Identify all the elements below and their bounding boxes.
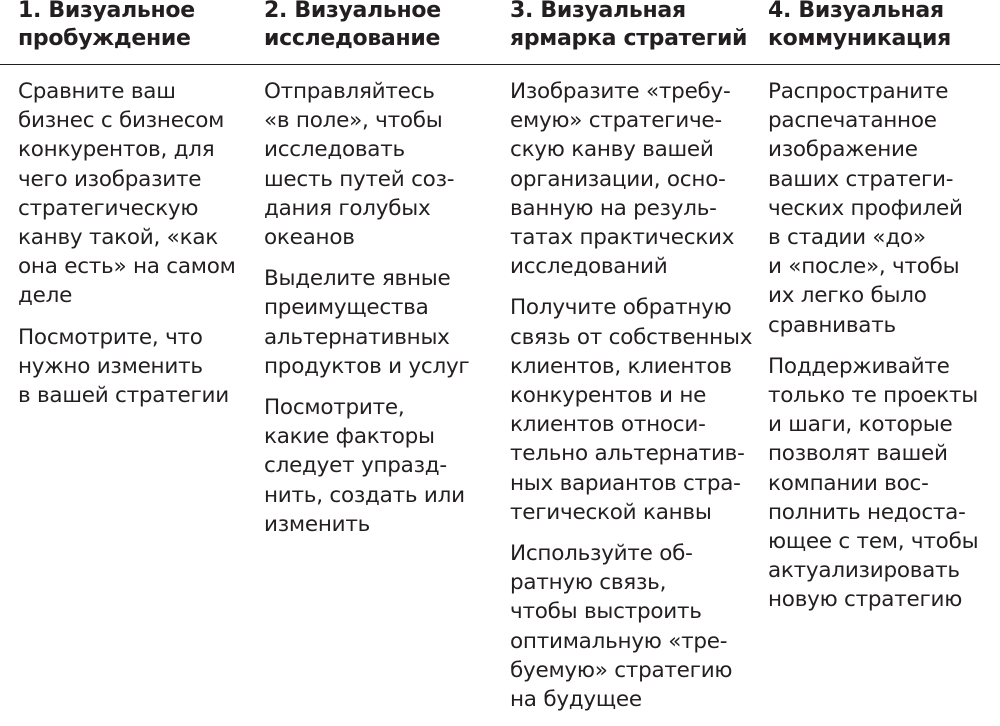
column-heading-3 [510, 0, 747, 53]
column-heading-2 [264, 0, 441, 53]
paragraph-line: Сравните ваш [18, 79, 176, 104]
paragraph-line: оптимальную «тре- [510, 628, 728, 654]
paragraph-line: исследовать [264, 137, 405, 163]
paragraph-line: Поддерживайте [768, 353, 950, 379]
paragraph-line: изображение [768, 137, 918, 163]
paragraph-line: Отправляйтесь [264, 79, 435, 104]
paragraph-line: ратную связь, [510, 570, 667, 596]
paragraph-line: Посмотрите, что [18, 324, 203, 350]
paragraph-line: только те проекты [768, 383, 978, 409]
paragraph-line: скую канву вашей [510, 137, 714, 163]
column-paragraph [510, 539, 752, 714]
heading-line: ярмарка стратегий [510, 26, 748, 51]
paragraph-line: организации, осно- [510, 166, 726, 192]
column-paragraph [18, 323, 236, 411]
paragraph-line: какие факторы [264, 424, 435, 450]
paragraph-line: емую» стратегиче- [510, 108, 722, 134]
paragraph-line: океанов [264, 225, 355, 251]
column-1-body [18, 77, 236, 422]
paragraph-line: на будущее [510, 687, 642, 713]
paragraph-line: преимущества [264, 295, 429, 321]
paragraph-line: изменить [264, 511, 371, 537]
paragraph-line: дания голубых [264, 195, 431, 221]
paragraph-line: Посмотрите, [264, 395, 405, 421]
paragraph-line: Получите обратную [510, 295, 732, 321]
paragraph-line: шесть путей соз- [264, 166, 455, 192]
heading-line: 4. Визуальная [768, 0, 944, 23]
paragraph-line: тегической канвы [510, 499, 712, 525]
paragraph-line: деле [18, 283, 73, 309]
heading-line: 2. Визуальное [264, 0, 441, 23]
paragraph-line: следует упразд- [264, 453, 447, 479]
column-paragraph [264, 393, 469, 539]
paragraph-line: ванную на резуль- [510, 195, 717, 221]
paragraph-line: бизнес с бизнесом [18, 108, 225, 134]
paragraph-line: позволят вашей [768, 441, 948, 467]
column-4-body [768, 77, 978, 627]
paragraph-line: исследований [510, 254, 668, 280]
column-heading-4 [768, 0, 951, 53]
paragraph-line: тельно альтернатив- [510, 441, 745, 467]
paragraph-line: чтобы выстроить [510, 599, 702, 625]
paragraph-line: ных вариантов стра- [510, 470, 741, 496]
paragraph-line: Распространите [768, 79, 949, 104]
paragraph-line: «в поле», чтобы [264, 108, 443, 134]
paragraph-line: конкурентов и не [510, 383, 707, 409]
paragraph-line: ющее с тем, чтобы [768, 529, 979, 555]
paragraph-line: новую стратегию [768, 587, 963, 613]
column-paragraph [264, 77, 469, 252]
paragraph-line: компании вос- [768, 470, 929, 496]
paragraph-line: Выделите явные [264, 266, 451, 292]
paragraph-line: в вашей стратегии [18, 383, 229, 409]
heading-line: пробуждение [18, 26, 191, 51]
paragraph-line: связь от собственных [510, 324, 753, 350]
heading-line: исследование [264, 26, 441, 51]
paragraph-line: канву такой, «как [18, 225, 218, 251]
paragraph-line: и «после», чтобы [768, 254, 960, 280]
paragraph-line: распечатанное [768, 108, 937, 134]
column-heading-1 [18, 0, 195, 53]
paragraph-line: нить, создать или [264, 482, 465, 508]
table-header [0, 0, 1000, 64]
paragraph-line: Изобразите «требу- [510, 79, 731, 104]
paragraph-line: она есть» на самом [18, 254, 236, 280]
paragraph-line: клиентов, клиентов [510, 353, 732, 379]
paragraph-line: татах практических [510, 225, 735, 251]
header-divider [0, 64, 1000, 65]
paragraph-line: в стадии «до» [768, 225, 926, 251]
heading-line: коммуникация [768, 26, 951, 51]
paragraph-line: сравнивать [768, 312, 896, 338]
column-2-body [264, 77, 469, 551]
paragraph-line: конкурентов, для [18, 137, 215, 163]
paragraph-line: полнить недоста- [768, 499, 966, 525]
column-paragraph [768, 352, 978, 615]
paragraph-line: альтернативных [264, 324, 450, 350]
column-3-body [510, 77, 752, 726]
paragraph-line: клиентов относи- [510, 412, 706, 438]
column-paragraph [264, 264, 469, 381]
column-paragraph [510, 77, 752, 281]
heading-line: 3. Визуальная [510, 0, 686, 23]
paragraph-line: стратегическую [18, 195, 199, 221]
paragraph-line: продуктов и услуг [264, 353, 470, 379]
heading-line: 1. Визуальное [18, 0, 195, 23]
paragraph-line: ческих профилей [768, 195, 963, 221]
paragraph-line: буемую» стратегию [510, 657, 733, 683]
paragraph-line: и шаги, которые [768, 412, 953, 438]
paragraph-line: их легко было [768, 283, 927, 309]
column-paragraph [768, 77, 978, 340]
paragraph-line: чего изобразите [18, 166, 202, 192]
paragraph-line: нужно изменить [18, 353, 203, 379]
paragraph-line: ваших стратеги- [768, 166, 954, 192]
column-paragraph [18, 77, 236, 311]
paragraph-line: Используйте об- [510, 541, 693, 567]
column-paragraph [510, 293, 752, 527]
paragraph-line: актуализировать [768, 558, 960, 584]
